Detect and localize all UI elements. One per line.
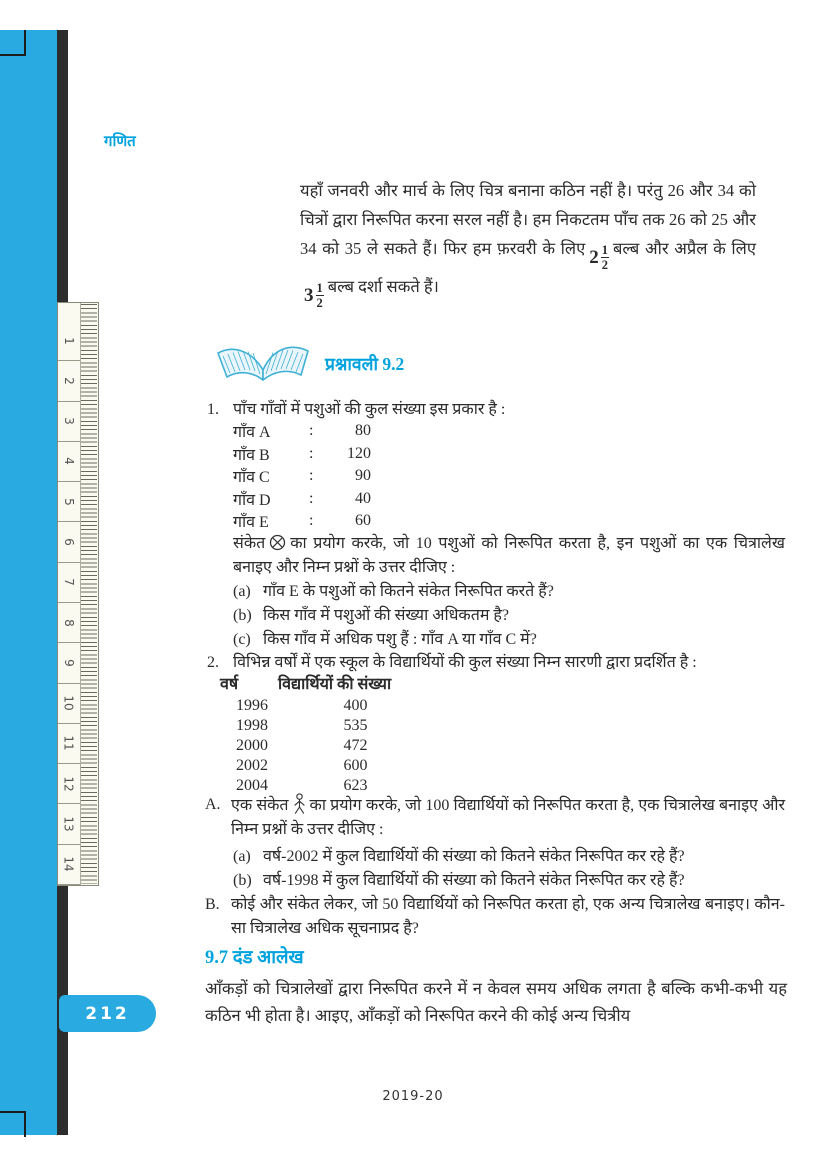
count-cell: 600 [343, 757, 368, 774]
village-row [233, 420, 371, 443]
separator: : [309, 512, 314, 530]
intro-text-4: बल्ब दर्शा सकते हैं। [327, 277, 439, 297]
exercise-title: प्रश्नावली 9.2 [325, 354, 405, 374]
part-A [205, 793, 785, 842]
left-cyan-strip [0, 30, 57, 1135]
sub-text: किस गाँव में पशुओं की संख्या अधिकतम है? [263, 607, 509, 624]
q1-symbol-text-before: संकेत [233, 535, 266, 552]
village-row [233, 488, 371, 511]
question-2-text: विभिन्न वर्षों में एक स्कूल के विद्यार्थियों की कुल संख्या निम्न सारणी द्वारा प्रदर्शित है : [233, 654, 697, 671]
q1-symbol-text-after: का प्रयोग करके, जो 10 पशुओं को निरूपित करता है, इन पशुओं का एक चित्रालेख बनाइए और निम्न प्रश्नों के उत्तर दीजिए : [233, 535, 785, 576]
year-cell: 2000 [236, 737, 268, 754]
table-row [220, 756, 433, 776]
separator: : [309, 467, 314, 485]
village-value: 90 [355, 467, 371, 485]
stick-figure-icon [293, 793, 306, 815]
part-A-sub-b [233, 869, 785, 892]
ruler-graphic [57, 302, 99, 886]
sub-text: गाँव E के पशुओं को कितने संकेत निरूपित करते हैं? [263, 583, 554, 600]
year-cell: 1998 [236, 717, 268, 734]
fraction-three-and-half: 3 $\frac{1}{2}$ [304, 281, 323, 311]
part-B-label: B. [205, 896, 220, 913]
part-B-text: कोई और संकेत लेकर, जो 50 विद्यार्थियों को निरूपित करता हो, एक अन्य चित्रालेख बनाइए। कौन-सा चित्रालेख अधिक सूचनाप्रद है? [231, 896, 785, 937]
open-book-icon [213, 336, 313, 390]
table-row [220, 736, 433, 756]
year-cell: 2004 [236, 777, 268, 794]
ruler-number: 9 [61, 659, 76, 667]
table-header-row [220, 672, 433, 696]
part-A-label: A. [205, 796, 221, 813]
circle-cross-icon [269, 534, 286, 551]
ruler-tick-marks [81, 304, 97, 884]
village-row [233, 510, 371, 533]
black-strip-top [57, 30, 68, 308]
page-number: 212 [85, 1003, 130, 1024]
count-cell: 400 [343, 697, 368, 714]
ruler-brand-mark [58, 303, 80, 321]
year-cell: 1996 [236, 697, 268, 714]
page-number-badge [59, 995, 156, 1032]
footer-year: 2019-20 [382, 1089, 444, 1104]
count-cell: 472 [343, 737, 368, 754]
village-row [233, 443, 371, 466]
separator: : [309, 444, 314, 462]
ruler-number: 8 [61, 618, 76, 627]
intro-text-1: यहाँ जनवरी और मार्च के लिए चित्र बनाना कठिन नहीं है। परंतु 26 और 34 को चित्रों द्वारा निरूपित करना सरल नहीं है। हम निकटतम पाँच तक 26 को 25 और 34 को 35 ले सकते हैं। फिर हम फ़रवरी के लिए [300, 181, 756, 258]
sub-label: (a) [233, 848, 251, 865]
ruler-number: 7 [61, 578, 76, 587]
intro-paragraph [300, 176, 756, 311]
count-cell: 535 [343, 717, 368, 734]
villages-list [233, 420, 371, 533]
village-name: गाँव D [233, 491, 271, 509]
chapter-running-head: गणित [104, 134, 136, 150]
section-paragraph: आँकड़ों को चित्रालेखों द्वारा निरूपित करने में न केवल समय अधिक लगता है बल्कि कभी-कभी यह कठिन भी होता है। आइए, आँकड़ों को निरूपित करने की कोई अन्य चित्रीय [205, 979, 787, 1025]
q1-sub-b [233, 604, 785, 627]
students-table [220, 672, 433, 796]
village-value: 60 [355, 512, 371, 530]
village-value: 40 [355, 489, 371, 507]
ruler-number: 1 [61, 336, 76, 345]
separator: : [309, 422, 314, 440]
ruler-number: 2 [61, 377, 76, 385]
village-value: 120 [347, 444, 371, 462]
table-header-year: वर्ष [220, 676, 239, 693]
part-A-sub-a [233, 845, 785, 868]
ruler-number: 13 [62, 816, 76, 832]
ruler-number: 10 [62, 695, 76, 711]
question-2-number: 2. [207, 654, 219, 671]
q1-sub-a [233, 580, 785, 603]
village-name: गाँव C [233, 469, 270, 487]
sub-text: किस गाँव में अधिक पशु हैं : गाँव A या गाँव C में? [263, 631, 537, 648]
sub-text: वर्ष-2002 में कुल विद्यार्थियों की संख्या को कितने संकेत निरूपित कर रहे हैं? [263, 848, 685, 865]
separator: : [309, 489, 314, 507]
ruler-number: 4 [61, 457, 76, 466]
sub-label: (b) [233, 607, 252, 624]
section-heading: 9.7 दंड आलेख [205, 948, 304, 968]
table-header-count: विद्यार्थियों की संख्या [278, 676, 392, 693]
sub-label: (a) [233, 583, 251, 600]
part-B [205, 893, 785, 941]
intro-text-2: बल्ब और [613, 239, 669, 258]
question-1 [207, 398, 787, 422]
ruler-number: 12 [62, 776, 76, 792]
fraction-two-and-half: 2 $\frac{1}{2}$ [589, 242, 608, 272]
exercise-header [213, 334, 513, 392]
village-name: गाँव B [233, 446, 270, 464]
part-A-text: एक संकेत का प्रयोग करके, जो 100 विद्यार्थियों को निरूपित करता है, एक चित्रालेख बनाइए और निम्न प्रश्नों के उत्तर दीजिए : [231, 793, 785, 842]
q1-symbol-paragraph [233, 532, 785, 580]
year-cell: 2002 [236, 757, 268, 774]
intro-text-3: अप्रैल के लिए [674, 239, 756, 258]
ruler-number: 3 [61, 417, 76, 426]
sub-text: वर्ष-1998 में कुल विद्यार्थियों की संख्या को कितने संकेत निरूपित कर रहे हैं? [263, 872, 685, 889]
ruler-number: 5 [61, 497, 76, 506]
village-name: गाँव E [233, 514, 269, 532]
q1-sub-c [233, 628, 785, 651]
bottom-corner-notch [0, 1111, 26, 1137]
sub-label: (c) [233, 631, 251, 648]
village-row [233, 465, 371, 488]
table-row [220, 696, 433, 716]
question-1-number: 1. [207, 401, 219, 418]
village-name: गाँव A [233, 424, 271, 442]
ruler-number-column [58, 303, 81, 885]
top-corner-notch [0, 30, 26, 56]
ruler-number: 6 [61, 538, 76, 546]
question-1-text: पाँच गाँवों में पशुओं की कुल संख्या इस प्रकार है : [233, 401, 506, 418]
table-row [220, 716, 433, 736]
ruler-number: 14 [62, 856, 76, 872]
village-value: 80 [355, 422, 371, 440]
ruler-number: 11 [62, 735, 76, 752]
count-cell: 623 [343, 777, 368, 794]
sub-label: (b) [233, 872, 252, 889]
